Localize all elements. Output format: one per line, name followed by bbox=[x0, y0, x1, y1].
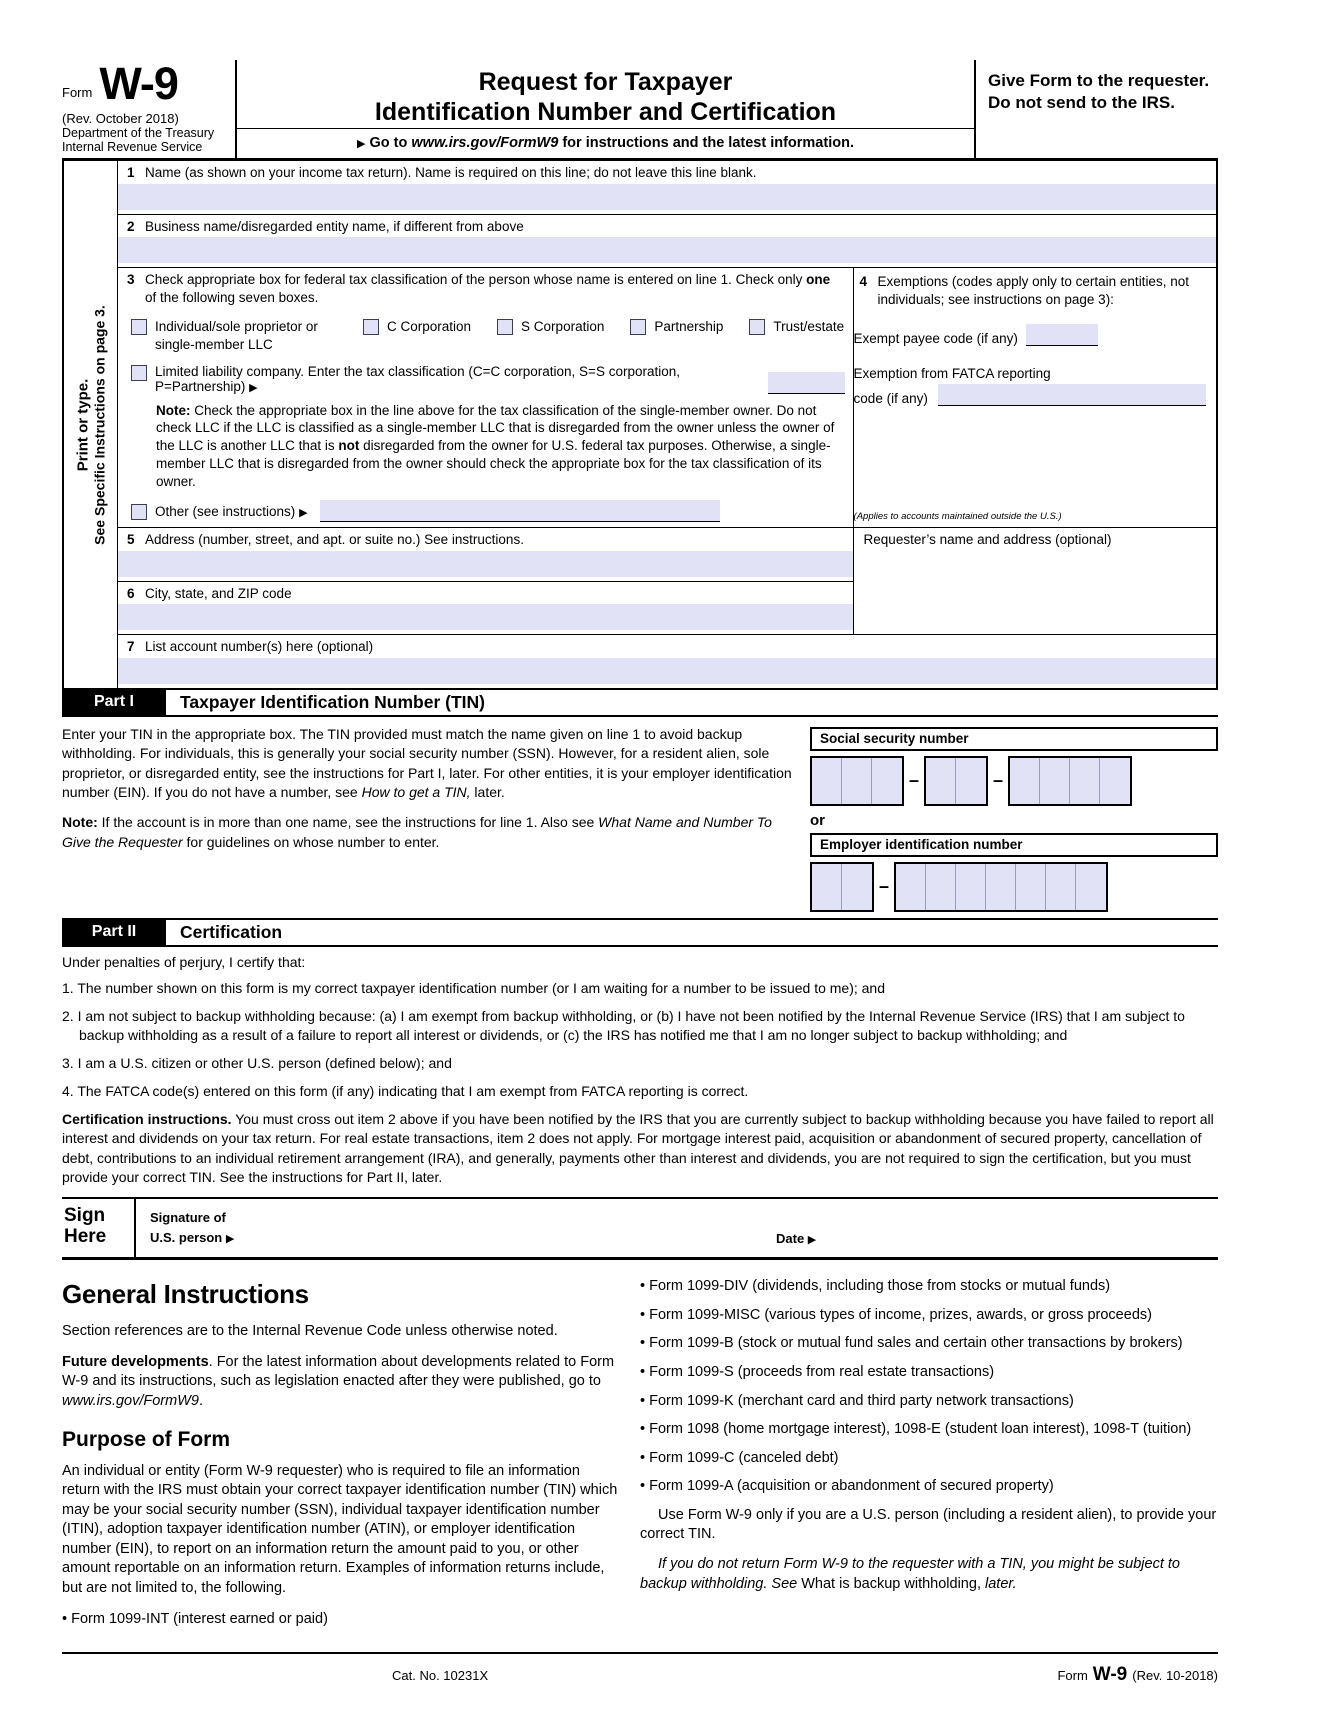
line-3-classification bbox=[118, 268, 853, 527]
part1-note: Note: If the account is in more than one name, see the instructions for line 1. Also see What Name and Number To Give the Requester for guidelines on whose number to enter. bbox=[62, 814, 772, 850]
ssn-boxes bbox=[810, 756, 1218, 806]
or-label: or bbox=[810, 811, 825, 829]
tin-box-group bbox=[1008, 756, 1132, 806]
form-1099-int-bullet: • Form 1099-INT (interest earned or paid) bbox=[62, 1610, 618, 1630]
part2-body bbox=[62, 954, 1218, 1187]
line-1-label bbox=[118, 161, 1216, 184]
future-developments-paragraph: Future developments. For the latest information about developments related to Form W-9 and its instructions, such as legislation enacted after they were published, go to www.irs.gov/FormW9. bbox=[62, 1353, 615, 1410]
line-3-text-pre: Check appropriate box for federal tax classification of the person whose name is entered on line 1. Check only bbox=[145, 272, 807, 288]
line-3-text-post: of the following seven boxes. bbox=[145, 289, 319, 305]
certification-item-4: 4. The FATCA code(s) entered on this form (if any) indicating that I am exempt from FATCA reporting is correct. bbox=[62, 1083, 749, 1100]
llc-note-bold: not bbox=[338, 438, 360, 454]
tin-digit-cell[interactable] bbox=[1010, 758, 1040, 804]
line-4-text: Exemptions (codes apply only to certain entities, not individuals; see instructions on page 3): bbox=[877, 274, 1189, 307]
part2-title: Certification bbox=[180, 921, 283, 942]
fatca-code-input[interactable] bbox=[938, 384, 1206, 406]
form-word: Form bbox=[62, 84, 93, 100]
llc-classification-input[interactable] bbox=[768, 372, 844, 394]
tin-digit-cell[interactable] bbox=[1016, 864, 1046, 910]
tin-digit-cell[interactable] bbox=[1076, 864, 1106, 910]
tin-digit-cell[interactable] bbox=[956, 758, 986, 804]
line-6-row bbox=[118, 582, 853, 631]
print-or-type-label: Print or type. bbox=[74, 378, 91, 471]
tin-dash: – bbox=[993, 770, 1004, 791]
line-1-text: Name (as shown on your income tax return). Name is required on this line; do not leave this line blank. bbox=[145, 165, 757, 181]
form-1099-b-bullet: • Form 1099-B (stock or mutual fund sales and certain other transactions by brokers) bbox=[640, 1334, 1218, 1354]
form-title-line1: Request for Taxpayer bbox=[478, 68, 733, 96]
part1-title: Taxpayer Identification Number (TIN) bbox=[180, 691, 485, 712]
instructions-left-column bbox=[62, 1277, 618, 1638]
goto-text-pre: Go to bbox=[365, 135, 412, 152]
fatca-label-line1: Exemption from FATCA reporting bbox=[853, 366, 1051, 382]
part1-paragraph: Enter your TIN in the appropriate box. The TIN provided must match the name given on line 1 to avoid backup withholding. For individuals, this is generally your social security number (SSN). However, for a resident alien, sole proprietor, or disregarded entity, see the instructions for Part I, later. For other entities, it is your employer identification number (EIN). If you do not have a number, see How to get a TIN, later. bbox=[62, 725, 792, 800]
llc-checkbox[interactable] bbox=[131, 365, 147, 381]
sign-here-row bbox=[62, 1197, 1218, 1260]
other-row bbox=[118, 493, 853, 522]
date-label: Date ▶ bbox=[776, 1231, 817, 1247]
form-1099-div-bullet: • Form 1099-DIV (dividends, including those from stocks or mutual funds) bbox=[640, 1277, 1218, 1297]
print-or-type-sidebar bbox=[64, 161, 118, 688]
tin-digit-cell[interactable] bbox=[1046, 864, 1076, 910]
tin-digit-cell[interactable] bbox=[812, 758, 842, 804]
tin-box-group bbox=[810, 756, 904, 806]
line-5-text: Address (number, street, and apt. or suite no.) See instructions. bbox=[145, 532, 524, 548]
exempt-payee-label: Exempt payee code (if any) bbox=[853, 331, 1018, 347]
fatca-label-line2: code (if any) bbox=[853, 391, 928, 407]
tin-digit-cell[interactable] bbox=[956, 864, 986, 910]
tin-column bbox=[810, 725, 1218, 912]
line-5-6-row bbox=[118, 528, 1216, 635]
certification-item-1: 1. The number shown on this form is my correct taxpayer identification number (or I am waiting for a number to be issued to me); and bbox=[62, 979, 886, 996]
ein-boxes bbox=[810, 862, 1218, 912]
purpose-of-form-title: Purpose of Form bbox=[62, 1427, 231, 1451]
department-line2: Internal Revenue Service bbox=[62, 139, 203, 154]
address-column bbox=[118, 528, 853, 634]
trust-estate-checkbox[interactable] bbox=[749, 319, 765, 335]
signature-label: Signature of U.S. person ▶ bbox=[150, 1210, 235, 1246]
line-2-label bbox=[118, 215, 1216, 238]
ssn-label-box: Social security number bbox=[810, 727, 1218, 751]
ein-label-box: Employer identification number bbox=[810, 833, 1218, 857]
form-1098-bullet: • Form 1098 (home mortgage interest), 1098-E (student loan interest), 1098-T (tuition) bbox=[640, 1420, 1218, 1440]
goto-instructions bbox=[237, 128, 974, 158]
form-1099-c-bullet: • Form 1099-C (canceled debt) bbox=[640, 1449, 1218, 1469]
irs-url-link[interactable]: www.irs.gov/FormW9 bbox=[411, 135, 559, 152]
certification-instructions: Certification instructions. You must cross out item 2 above if you have been notified by the IRS that you are currently subject to backup withholding because you have failed to report all interest and dividends on your tax return. For real estate transactions, item 2 does not apply. For mortgage interest paid, acquisition or abandonment of secured property, cancellation of debt, contributions to an individual retirement arrangement (IRA), and generally, payments other than interest and dividends, you are not required to sign the certification, but you must provide your correct TIN. See the instructions for Part II, later. bbox=[62, 1111, 1214, 1186]
tin-digit-cell[interactable] bbox=[896, 864, 926, 910]
s-corporation-checkbox[interactable] bbox=[497, 319, 513, 335]
form-1099-a-bullet: • Form 1099-A (acquisition or abandonment of secured property) bbox=[640, 1477, 1218, 1497]
page-footer bbox=[62, 1654, 1218, 1686]
tin-digit-cell[interactable] bbox=[1040, 758, 1070, 804]
checkbox-item-trust bbox=[749, 318, 844, 353]
address-input[interactable] bbox=[118, 551, 853, 577]
checkbox-item-partnership bbox=[630, 318, 723, 353]
catalog-number: Cat. No. 10231X bbox=[392, 1668, 489, 1684]
llc-note bbox=[118, 396, 853, 494]
general-instructions-title: General Instructions bbox=[62, 1279, 309, 1310]
form-number: W-9 bbox=[99, 58, 178, 109]
form-revision: (Rev. October 2018) bbox=[62, 110, 179, 126]
form-1099-k-bullet: • Form 1099-K (merchant card and third party network transactions) bbox=[640, 1392, 1218, 1412]
llc-note-label: Note: bbox=[156, 402, 191, 418]
line-7-text: List account number(s) here (optional) bbox=[145, 639, 374, 655]
certification-intro: Under penalties of perjury, I certify that: bbox=[62, 953, 306, 970]
part1-body bbox=[62, 717, 1218, 918]
sign-here-label: Sign Here bbox=[64, 1205, 107, 1247]
line-4-number: 4 bbox=[859, 274, 868, 290]
part1-text bbox=[62, 725, 810, 912]
line-3-label bbox=[118, 268, 853, 308]
part2-tab: Part II bbox=[62, 920, 166, 945]
fatca-row bbox=[854, 384, 1206, 406]
individual-checkbox[interactable] bbox=[131, 319, 147, 335]
form-1099-s-bullet: • Form 1099-S (proceeds from real estate transactions) bbox=[640, 1363, 1218, 1383]
applies-note: (Applies to accounts maintained outside the U.S.) bbox=[853, 511, 1062, 523]
arrow-icon: ▶ bbox=[249, 381, 258, 394]
tin-box-group bbox=[894, 862, 1108, 912]
llc-row bbox=[118, 358, 853, 396]
line-7-row bbox=[118, 635, 1216, 688]
form-title bbox=[237, 60, 974, 128]
section-references-paragraph: Section references are to the Internal Revenue Code unless otherwise noted. bbox=[62, 1323, 558, 1340]
line-6-label bbox=[118, 582, 853, 605]
line-5-label bbox=[118, 528, 853, 551]
line-6-number: 6 bbox=[127, 585, 135, 601]
field-table bbox=[62, 161, 1218, 688]
llc-note-text1: Check the appropriate box in the line above for the tax classification of the single-member owner. Do not check LLC if the LLC is classified as a single-member LLC that is disregarded from the owner unless the owner of the LLC is another LLC that is bbox=[156, 402, 835, 454]
form-header bbox=[62, 60, 1218, 161]
line-2-text: Business name/disregarded entity name, if different from above bbox=[145, 218, 524, 234]
certification-item-3: 3. I am a U.S. citizen or other U.S. person (defined below); and bbox=[62, 1055, 452, 1072]
tin-digit-cell[interactable] bbox=[842, 758, 872, 804]
signature-area[interactable] bbox=[134, 1199, 1218, 1257]
arrow-icon: ▶ bbox=[225, 1233, 235, 1246]
other-input[interactable] bbox=[320, 500, 720, 522]
part1-tab: Part I bbox=[62, 690, 166, 715]
c-corporation-checkbox[interactable] bbox=[363, 319, 379, 335]
partnership-checkbox-label: Partnership bbox=[654, 319, 724, 335]
s-corporation-checkbox-label: S Corporation bbox=[521, 319, 605, 335]
exempt-payee-row bbox=[854, 324, 1206, 346]
requester-label: Requester’s name and address (optional) bbox=[863, 532, 1112, 548]
line-6-text: City, state, and ZIP code bbox=[145, 585, 292, 601]
tin-digit-cell[interactable] bbox=[986, 864, 1016, 910]
city-state-zip-input[interactable] bbox=[118, 604, 853, 630]
line-2-row bbox=[118, 215, 1216, 269]
other-label: Other (see instructions) ▶ bbox=[155, 503, 308, 519]
give-form-notice: Give Form to the requester. Do not send to the IRS. bbox=[988, 71, 1210, 112]
footer-form-id: Form W-9 (Rev. 10-2018) bbox=[1057, 1664, 1218, 1686]
individual-checkbox-label: Individual/sole proprietor or single-member LLC bbox=[155, 319, 318, 352]
instructions-right-column bbox=[640, 1277, 1218, 1638]
tin-digit-cell[interactable] bbox=[812, 864, 842, 910]
partnership-checkbox[interactable] bbox=[630, 319, 646, 335]
form-title-block bbox=[237, 60, 976, 158]
arrow-icon: ▶ bbox=[807, 1234, 817, 1247]
c-corporation-checkbox-label: C Corporation bbox=[387, 319, 472, 335]
tin-digit-cell[interactable] bbox=[872, 758, 902, 804]
line-1-number: 1 bbox=[127, 165, 135, 181]
tin-dash: – bbox=[909, 770, 920, 791]
arrow-icon: ▶ bbox=[357, 138, 366, 151]
line-1-row bbox=[118, 161, 1216, 215]
goto-text-post: for instructions and the latest information. bbox=[558, 135, 854, 152]
line-4-exemptions bbox=[853, 268, 1216, 527]
purpose-paragraph: An individual or entity (Form W-9 requester) who is required to file an information return with the IRS must obtain your correct taxpayer identification number (TIN) which may be your social security number (SSN), individual taxpayer identification number (ITIN), adoption taxpayer identification number (ATIN), or employer identification number (EIN), to report on an information return the amount paid to you, or other amount reportable on an information return. Examples of information returns include, but are not limited to, the following. bbox=[62, 1462, 618, 1596]
tin-digit-cell[interactable] bbox=[1100, 758, 1130, 804]
llc-label: Limited liability company. Enter the tax classification (C=C corporation, S=S corporation, P=Partnership) ▶ bbox=[155, 363, 680, 394]
tin-digit-cell[interactable] bbox=[1070, 758, 1100, 804]
trust-estate-checkbox-label: Trust/estate bbox=[773, 319, 845, 335]
line-3-4-row bbox=[118, 268, 1216, 528]
account-numbers-input[interactable] bbox=[118, 658, 1216, 684]
line-7-label bbox=[118, 635, 1216, 658]
arrow-icon: ▶ bbox=[299, 506, 308, 519]
part2-header bbox=[62, 918, 1218, 947]
checkbox-item-individual bbox=[131, 318, 337, 353]
tin-dash: – bbox=[879, 876, 890, 897]
irs-url-link[interactable]: www.irs.gov/FormW9 bbox=[62, 1393, 199, 1410]
checkbox-item-c-corp bbox=[363, 318, 471, 353]
tin-digit-cell[interactable] bbox=[926, 758, 956, 804]
line-5-row bbox=[118, 528, 853, 582]
tin-box-group bbox=[924, 756, 988, 806]
line-3-number: 3 bbox=[127, 272, 135, 288]
form-title-line2: Identification Number and Certification bbox=[374, 97, 837, 126]
exempt-payee-input[interactable] bbox=[1026, 324, 1098, 346]
other-checkbox[interactable] bbox=[131, 504, 147, 520]
form-1099-misc-bullet: • Form 1099-MISC (various types of income, prizes, awards, or gross proceeds) bbox=[640, 1306, 1218, 1326]
general-instructions bbox=[62, 1277, 1218, 1638]
business-name-input[interactable] bbox=[118, 237, 1216, 263]
line-3-text-bold: one bbox=[806, 272, 831, 288]
tin-digit-cell[interactable] bbox=[926, 864, 956, 910]
name-input[interactable] bbox=[118, 184, 1216, 210]
tin-box-group bbox=[810, 862, 874, 912]
line-2-number: 2 bbox=[127, 218, 135, 234]
line-5-number: 5 bbox=[127, 532, 135, 548]
backup-withholding-paragraph: If you do not return Form W-9 to the requester with a TIN, you might be subject to backup withholding. See What is backup withholding, later. bbox=[640, 1555, 1180, 1592]
requester-box[interactable] bbox=[853, 528, 1216, 634]
certification-item-2: 2. I am not subject to backup withholding because: (a) I am exempt from backup withholding, or (b) I have not been notified by the Internal Revenue Service (IRS) that I am subject to backup withholding as a result of a failure to report all interest or dividends, or (c) the IRS has notified me that I am no longer subject to backup withholding; and bbox=[62, 1007, 1185, 1043]
form-id-block bbox=[62, 60, 237, 158]
see-instructions-label: See Specific Instructions on page 3. bbox=[91, 304, 107, 545]
checkbox-item-s-corp bbox=[497, 318, 604, 353]
field-table-main bbox=[118, 161, 1216, 688]
classification-checkbox-row bbox=[118, 308, 853, 357]
tin-digit-cell[interactable] bbox=[842, 864, 872, 910]
line-4-label bbox=[854, 268, 1206, 310]
line-7-number: 7 bbox=[127, 639, 135, 655]
llc-note-text2: disregarded from the owner for U.S. federal tax purposes. Otherwise, a single-member LLC that is disregarded from the owner should check the appropriate box for the tax classification of its owner. bbox=[156, 438, 831, 490]
part1-header bbox=[62, 688, 1218, 717]
use-form-paragraph: Use Form W-9 only if you are a U.S. person (including a resident alien), to provide your correct TIN. bbox=[640, 1506, 1217, 1543]
department-line1: Department of the Treasury bbox=[62, 125, 215, 140]
form-sheet bbox=[62, 60, 1218, 1686]
